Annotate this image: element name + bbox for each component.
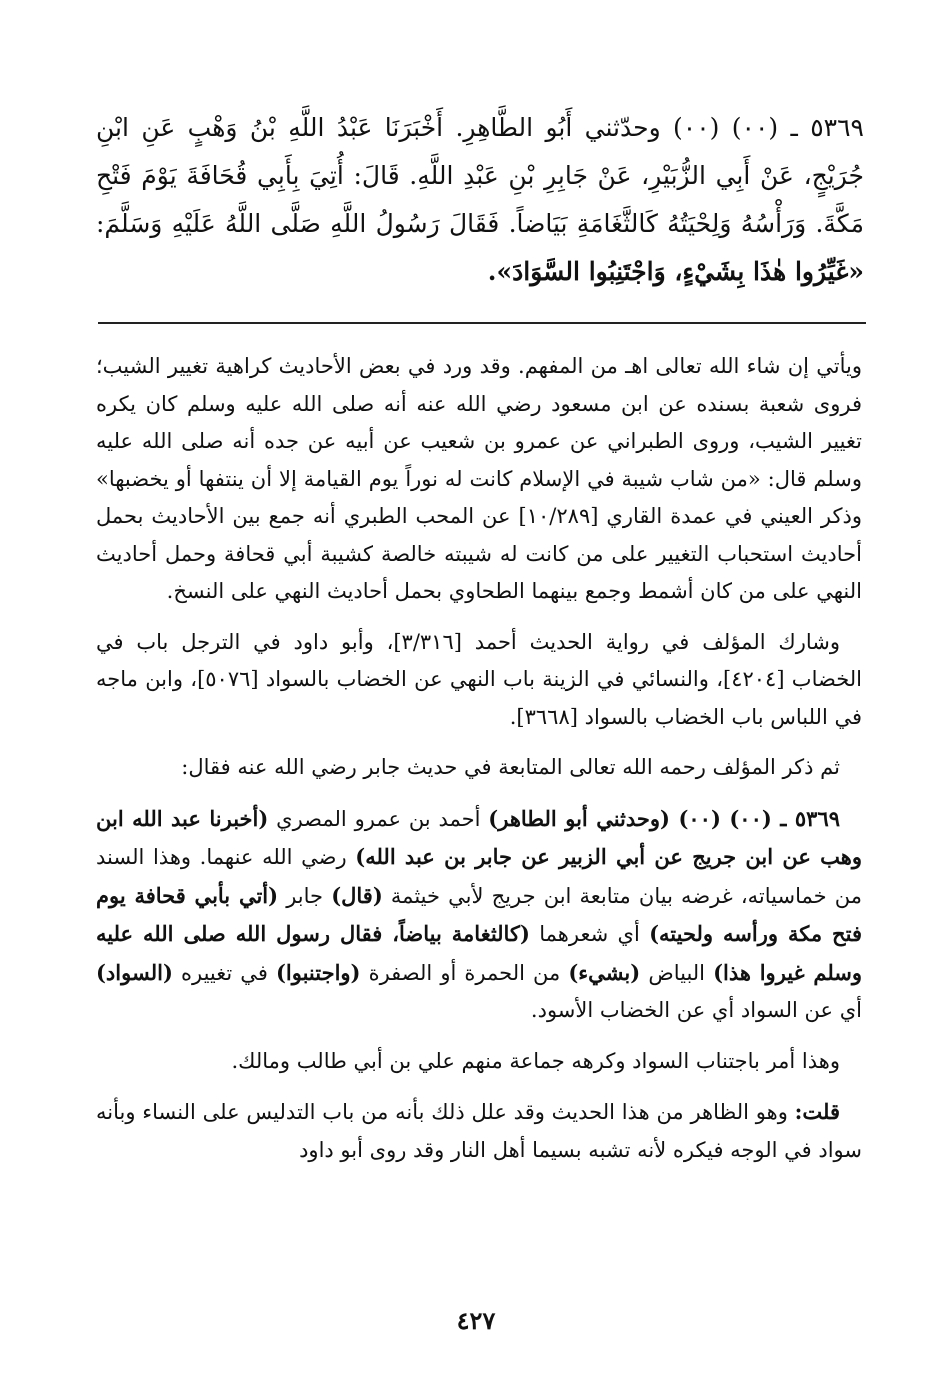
commentary-paragraph-4 xyxy=(96,800,862,1030)
text-segment: وهو الظاهر من هذا الحديث وقد علل ذلك بأنه من باب التدليس على النساء وبأنه سواد في الوجه فيكره لأنه تشبه بسيما أهل النار وقد روى أبو داود xyxy=(96,1100,862,1162)
bold-segment: (بشيء) xyxy=(568,959,641,985)
hadith-paragraph xyxy=(96,104,864,296)
qultu-label: قلت: xyxy=(794,1099,840,1124)
bold-segment: (كالثغامة بياضاً، فقال رسول الله صلى الله عليه وسلم غيروا هذا) xyxy=(96,921,863,985)
text-segment: أي عن السواد أي عن الخضاب الأسود. xyxy=(530,998,862,1022)
commentary-paragraph-3: ثم ذكر المؤلف رحمه الله تعالى المتابعة في حديث جابر رضي الله عنه فقال: xyxy=(181,755,840,779)
hadith-chain: ٥٣٦٩ ـ (٠٠) (٠٠) وحدّثني أَبُو الطَّاهِرِ. أَخْبَرَنَا عَبْدُ اللَّهِ بْنُ وَهْبٍ عَنِ ابْنِ جُرَيْجٍ، عَنْ أَبِي الزُّبَيْرِ، عَنْ جَابِرِ بْنِ عَبْدِ اللَّهِ. قَالَ: أُتِيَ بِأَبِي قُحَافَةَ يَوْمَ فَتْحِ مَكَّةَ. وَرَأْسُهُ وَلِحْيَتُهُ كَالثَّغَامَةِ بَيَاضاً. فَقَالَ رَسُولُ اللَّهِ صَلَّى اللَّهُ عَلَيْهِ وَسَلَّمَ: xyxy=(96,113,864,238)
text-segment: البياض xyxy=(640,960,714,985)
text-segment: من الحمرة أو الصفرة xyxy=(360,960,569,985)
bold-segment: (أتي بأبي قحافة يوم فتح مكة ورأسه ولحيته) xyxy=(96,882,862,946)
commentary-paragraph-1: ويأتي إن شاء الله تعالى اهـ من المفهم. وقد ورد في بعض الأحاديث كراهية تغيير الشيب؛ فروى شعبة بسنده عن ابن مسعود رضي الله عنه أنه صلى الله عليه وسلم كان يكره تغيير الشيب، وروى الطبراني عن عمرو بن شعيب عن أبيه عن جده أنه صلى الله عليه وسلم قال: «من شاب شيبة في الإسلام كانت له نوراً يوم القيامة إلا أن ينتفها أو يخضبها» وذكر العيني في عمدة القاري [١٠/٢٨٩] عن المحب الطبري أنه جمع بين الأحاديث بحمل أحاديث استحباب التغيير على من كانت له شيبته خالصة كشيبة أبي قحافة وحمل أحاديث النهي على من كان أشمط وجمع بينهما الطحاوي بحمل أحاديث النهي على النسخ. xyxy=(96,354,862,603)
text-segment: في تغييره xyxy=(172,960,276,985)
bold-segment: (أخبرنا عبد الله ابن وهب عن ابن جريج عن أبي الزبير عن جابر بن عبد الله) xyxy=(96,805,862,869)
bold-segment: (واجتنبوا) xyxy=(275,959,361,985)
text-segment: رضي الله عنهما. وهذا السند من خماسياته، غرضه بيان متابعة ابن جريج لأبي خيثمة xyxy=(96,845,862,908)
page-number: ٤٢٧ xyxy=(456,1306,496,1335)
text-segment: أي شعرهما xyxy=(529,922,650,946)
commentary-paragraph-5: وهذا أمر باجتناب السواد وكرهه جماعة منهم علي بن أبي طالب ومالك. xyxy=(231,1048,840,1073)
hadith-text-block xyxy=(96,104,864,296)
footnote-divider xyxy=(98,322,866,324)
bold-segment: (قال) xyxy=(331,882,383,908)
bold-segment: ٥٣٦٩ ـ (٠٠) (٠٠) (وحدثني أبو الطاهر) xyxy=(488,805,841,831)
commentary-paragraph-2: وشارك المؤلف في رواية الحديث أحمد [٣/٣١٦]، وأبو داود في الترجل باب في الخضاب [٤٢٠٤]، والنسائي في الزينة باب النهي عن الخضاب بالسواد [٥٠٧٦]، وابن ماجه في اللباس باب الخضاب بالسواد [٣٦٦٨]. xyxy=(96,629,862,729)
text-segment: جابر xyxy=(278,883,332,908)
hadith-quote: «غَيِّرُوا هٰذَا بِشَيْءٍ، وَاجْتَنِبُوا السَّوَادَ». xyxy=(487,257,864,286)
commentary-block xyxy=(96,348,862,1182)
text-segment: أحمد بن عمرو المصري xyxy=(268,806,489,831)
bold-segment: (السواد) xyxy=(96,959,173,985)
commentary-paragraph-6 xyxy=(96,1093,862,1169)
